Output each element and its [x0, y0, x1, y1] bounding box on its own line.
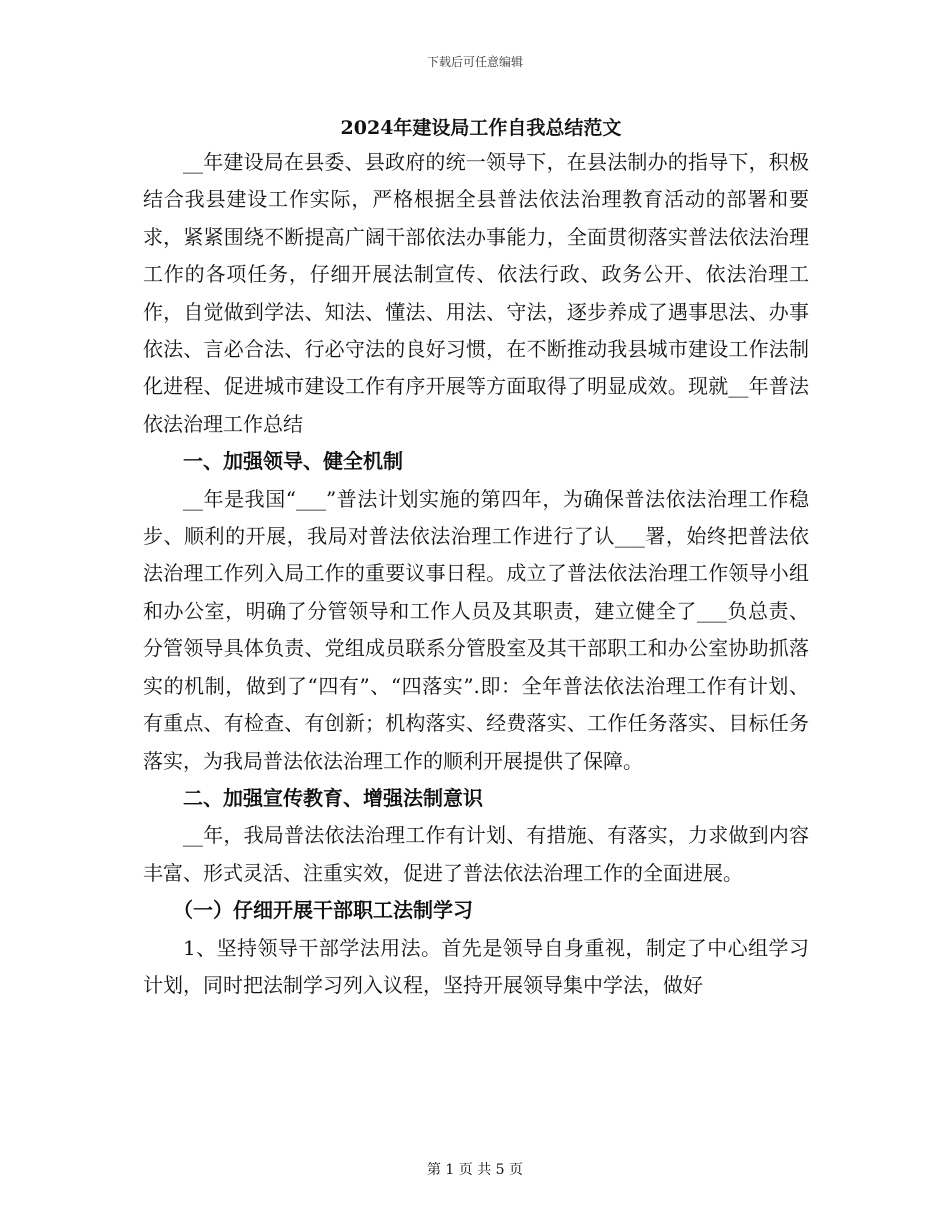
- document-title: 2024年建设局工作自我总结范文: [340, 117, 622, 139]
- subsection-heading-1: （一）仔细开展干部职工法制学习: [173, 898, 473, 923]
- header-note: 下载后可任意编辑: [426, 55, 523, 69]
- intro-paragraph: __年建设局在县委、县政府的统一领导下，在县法制办的指导下，积极结合我县建设工作实际，严格根据全县普法依法治理教育活动的部署和要求，紧紧围绕不断提高广阔干部依法办事能力，全面贯彻落实普法依法治理工作的各项任务，仔细开展法制宣传、依法行政、政务公开、依法治理工作，自觉做到学法、知法、懂法、用法、守法，逐步养成了遇事思法、办事依法、言必合法、行必守法的良好习惯，在不断推动我县城市建设工作法制化进程、促进城市建设工作有序开展等方面取得了明显成效。现就__年普法依法治理工作总结: [143, 150, 809, 436]
- section-heading-2: 二、加强宣传教育、增强法制意识: [183, 785, 483, 810]
- page-footer: 第 1 页 共 5 页: [426, 1162, 524, 1178]
- section-paragraph-1: __年是我国“___”普法计划实施的第四年，为确保普法依法治理工作稳步、顺利的开展，我局对普法依法治理工作进行了认___署，始终把普法依法治理工作列入局工作的重要议事日程。成立了普法依法治理工作领导小组和办公室，明确了分管领导和工作人员及其职责，建立健全了___负总责、分管领导具体负责、党组成员联系分管股室及其干部职工和办公室协助抓落实的机制，做到了“四有”、“四落实”.即：全年普法依法治理工作有计划、有重点、有检查、有创新；机构落实、经费落实、工作任务落实、目标任务落实，为我局普法依法治理工作的顺利开展提供了保障。: [143, 486, 809, 773]
- document-body: [143, 112, 809, 1004]
- section-paragraph-2: __年，我局普法依法治理工作有计划、有措施、有落实，力求做到内容丰富、形式灵活、注重实效，促进了普法依法治理工作的全面进展。: [143, 823, 809, 885]
- section-heading-1: 一、加强领导、健全机制: [183, 449, 403, 474]
- item-paragraph-1: 1、坚持领导干部学法用法。首先是领导自身重视，制定了中心组学习计划，同时把法制学习列入议程，坚持开展领导集中学法，做好: [143, 935, 809, 997]
